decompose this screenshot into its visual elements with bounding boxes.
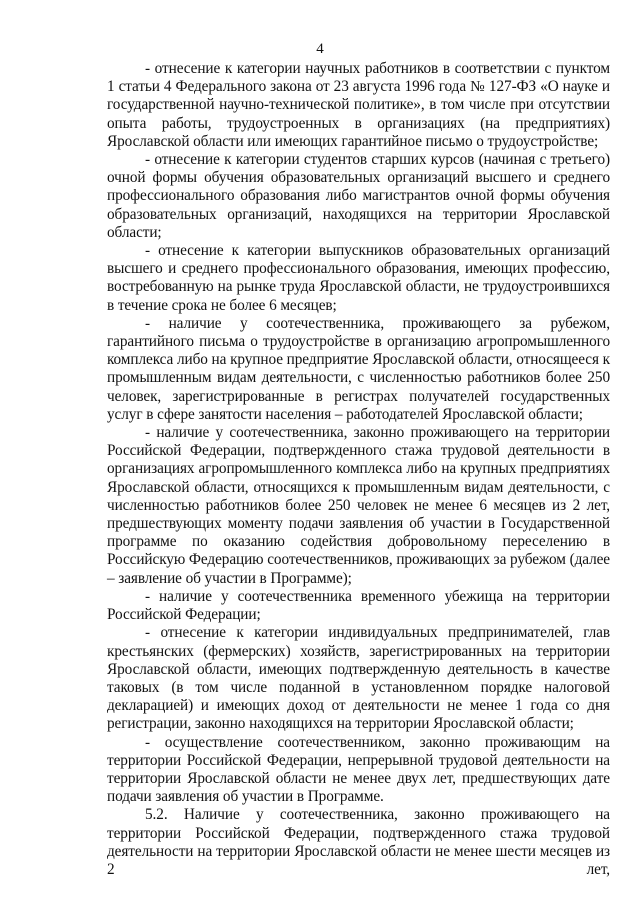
paragraph-work-experience: - наличие у соотечественника, законно проживающего на территории Российской Федерации, подтвержденного стажа трудовой деятельности в организациях агропромышленного комплекса либо на крупных предприятиях Ярославской области, относящихся к промышленным видам деятельности, с численностью работников более 250 человек не менее 6 месяцев из 2 лет, предшествующих моменту подачи заявления об участии в Государственной программе по оказанию содействия добровольному переселению в Российскую Федерацию соотечественников, проживающих за рубежом (далее – заявление об участии в Программе); xyxy=(107,424,610,587)
paragraph-5-2: 5.2. Наличие у соотечественника, законно проживающего на территории Российской Федерации, подтвержденного стажа трудовой деятельности на территории Ярославской области не менее шести месяцев из 2 лет, xyxy=(107,806,610,878)
document-body xyxy=(107,60,610,879)
paragraph-continuous-work: - осуществление соотечественником, законно проживающим на территории Российской Федерации, непрерывной трудовой деятельности на территории Ярославской области не менее двух лет, предшествующих дате подачи заявления об участии в Программе. xyxy=(107,733,610,806)
paragraph-temporary-asylum: - наличие у соотечественника временного убежища на территории Российской Федерации; xyxy=(107,587,610,624)
paragraph-scientific-workers: - отнесение к категории научных работников в соответствии с пунктом 1 статьи 4 Федерального закона от 23 августа 1996 года № 127-ФЗ «О науке и государственной научно-технической политике», в том числе при отсутствии опыта работы, трудоустроенных в организациях (на предприятиях) Ярославской области или имеющих гарантийное письмо о трудоустройстве; xyxy=(107,60,610,150)
paragraph-guarantee-letter: - наличие у соотечественника, проживающего за рубежом, гарантийного письма о трудоустройстве в организацию агропромышленного комплекса либо на крупное предприятие Ярославской области, относящееся к промышленным видам деятельности, с численностью работников более 250 человек, зарегистрированные в регистрах получателей государственных услуг в сфере занятости населения – работодателей Ярославской области; xyxy=(107,314,610,423)
paragraph-graduates: - отнесение к категории выпускников образовательных организаций высшего и среднего профессионального образования, имеющих профессию, востребованную на рынке труда Ярославской области, не трудоустроившихся в течение срока не более 6 месяцев; xyxy=(107,242,610,314)
paragraph-entrepreneurs: - отнесение к категории индивидуальных предпринимателей, глав крестьянских (фермерских) хозяйств, зарегистрированных на территории Ярославской области, имеющих подтвержденную деятельность в качестве таковых (в том числе поданной в установленном порядке налоговой декларацией) и имеющих доход от деятельности не менее 1 года со дня регистрации, законно находящихся на территории Ярославской области; xyxy=(107,624,610,733)
paragraph-senior-students: - отнесение к категории студентов старших курсов (начиная с третьего) очной формы обучения образовательных организаций высшего и среднего профессионального образования либо магистрантов очной формы обучения образовательных организаций, находящихся на территории Ярославской области; xyxy=(107,151,610,241)
page-number: 4 xyxy=(316,41,324,57)
